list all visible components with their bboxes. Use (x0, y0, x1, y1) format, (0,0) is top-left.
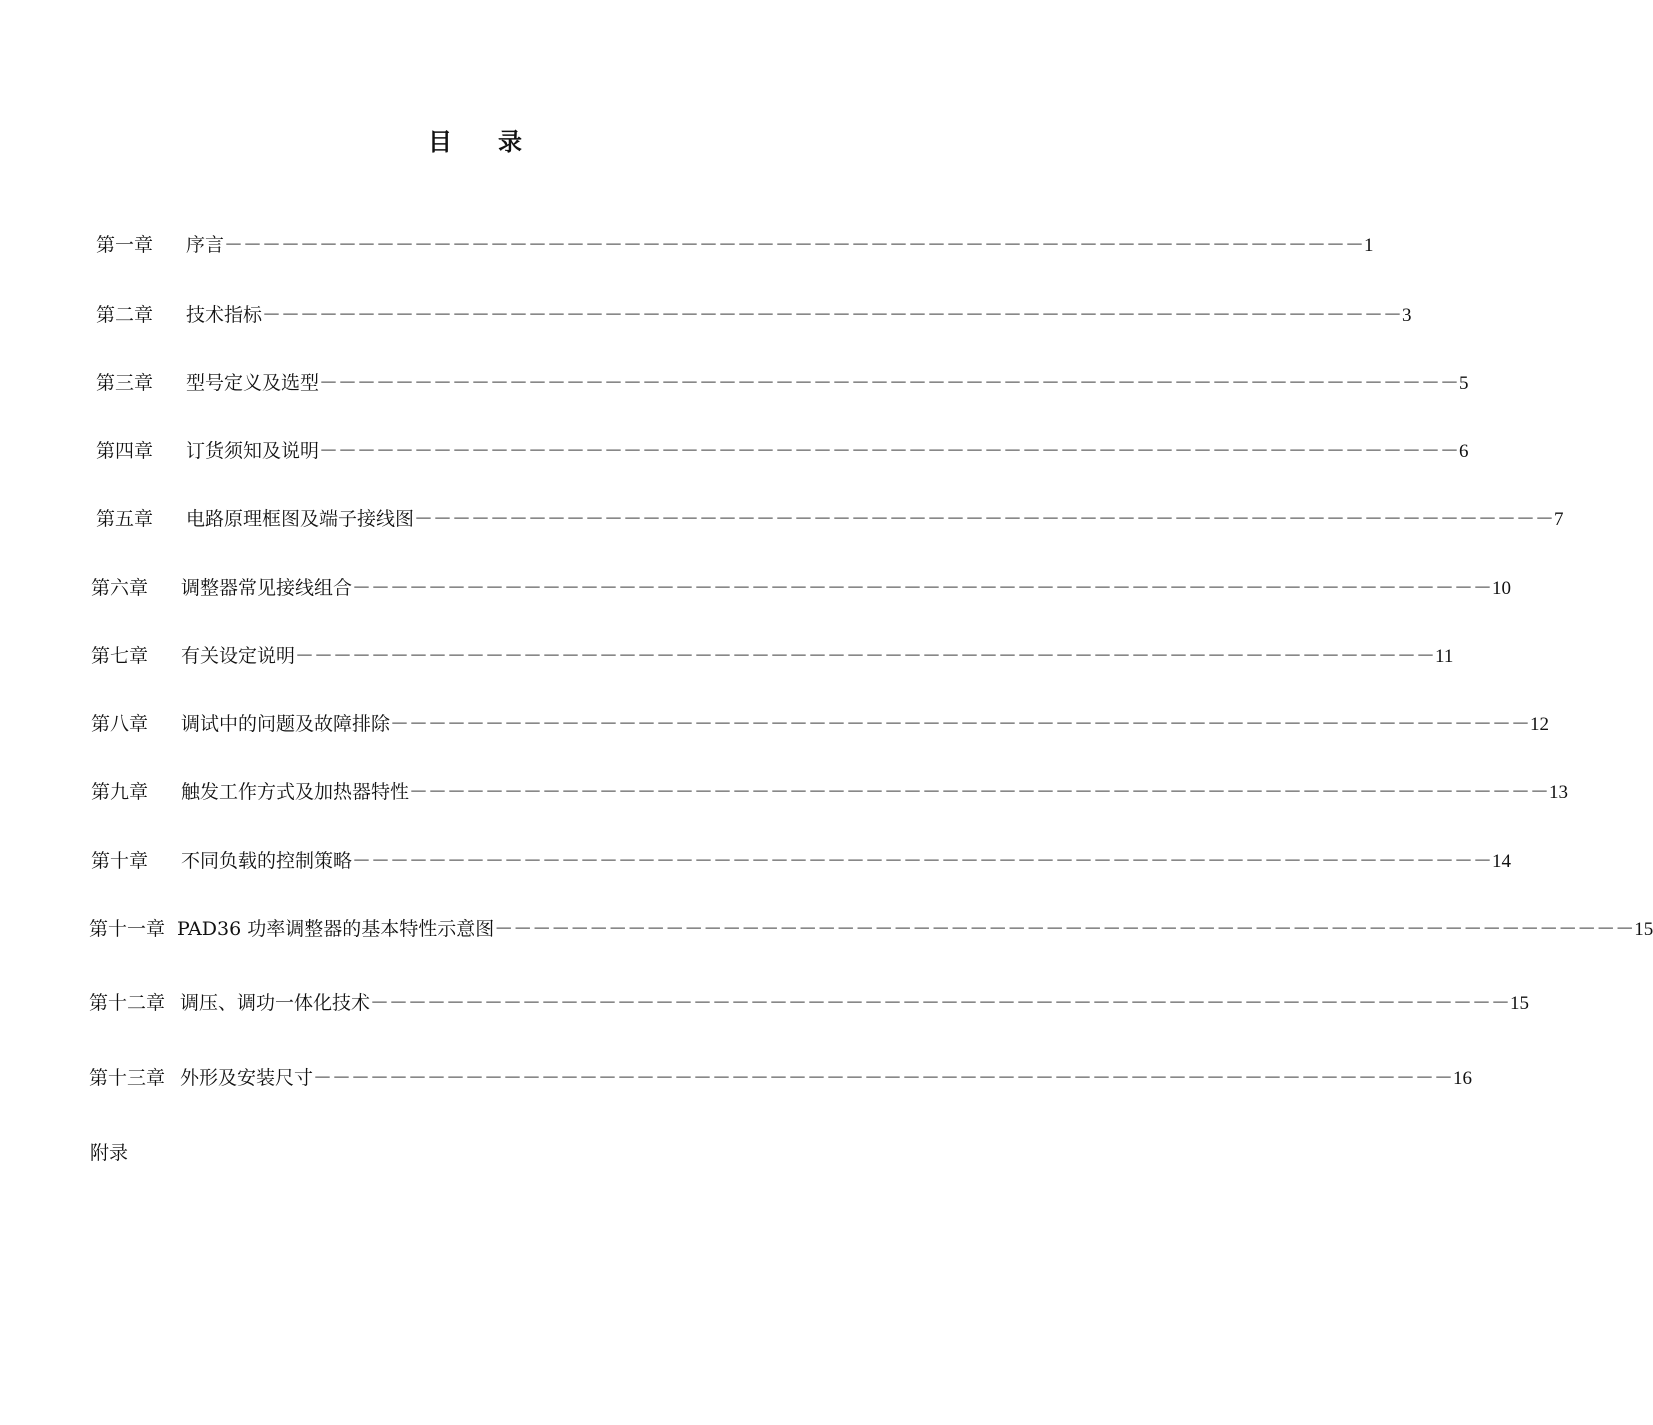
toc-chapter-label: 第三章 (96, 372, 154, 394)
toc-page-number: 7 (1554, 509, 1564, 530)
toc-chapter-label: 第九章 (91, 781, 149, 803)
toc-leader: －－－－－－－－－－－－－－－－－－－－－－－－－－－－－－－－－－－－－－－－－－－－－－－－－－－－－－－－－－－－ (352, 850, 1493, 872)
toc-leader: －－－－－－－－－－－－－－－－－－－－－－－－－－－－－－－－－－－－－－－－－－－－－－－－－－－－－－－－－－－－ (313, 1067, 1454, 1089)
toc-entry[interactable] (91, 643, 1454, 670)
toc-title: 电路原理框图及端子接线图 (186, 508, 415, 530)
toc-page-number: 14 (1492, 851, 1512, 872)
toc-title: 序言 (186, 234, 225, 256)
toc-title: 有关设定说明 (181, 645, 296, 667)
toc-title: 不同负载的控制策略 (181, 850, 353, 872)
toc-chapter-label: 第四章 (96, 440, 154, 462)
toc-chapter-label: 第二章 (96, 304, 154, 326)
toc-chapter-label: 第十一章 (89, 918, 166, 940)
toc-chapter-label: 第十章 (91, 850, 149, 872)
toc-page-number: 15 (1634, 919, 1653, 940)
toc-chapter-label: 第六章 (91, 577, 149, 599)
toc-leader: －－－－－－－－－－－－－－－－－－－－－－－－－－－－－－－－－－－－－－－－－－－－－－－－－－－－－－－－－－－－ (352, 577, 1493, 599)
toc-entry[interactable] (89, 916, 1653, 943)
toc-entry[interactable] (91, 779, 1569, 806)
toc-leader: －－－－－－－－－－－－－－－－－－－－－－－－－－－－－－－－－－－－－－－－－－－－－－－－－－－－－－－－－－－－ (319, 440, 1460, 462)
toc-page-number: 10 (1492, 578, 1512, 599)
toc-title: 外形及安装尺寸 (180, 1067, 314, 1089)
toc-chapter-label: 第一章 (96, 234, 154, 256)
toc-page-number: 12 (1530, 714, 1550, 735)
toc-leader: －－－－－－－－－－－－－－－－－－－－－－－－－－－－－－－－－－－－－－－－－－－－－－－－－－－－－－－－－－－－ (494, 918, 1635, 940)
toc-chapter-label: 第八章 (91, 713, 149, 735)
page-title (0, 122, 950, 157)
toc-title: 技术指标 (186, 304, 263, 326)
toc-leader: －－－－－－－－－－－－－－－－－－－－－－－－－－－－－－－－－－－－－－－－－－－－－－－－－－－－－－－－－－－－ (295, 645, 1436, 667)
toc-title: 调试中的问题及故障排除 (181, 713, 391, 735)
toc-page-number: 3 (1402, 305, 1412, 326)
toc-page-number: 15 (1510, 993, 1530, 1014)
toc-entry[interactable] (96, 370, 1469, 397)
toc-title: 型号定义及选型 (186, 372, 320, 394)
toc-entry[interactable] (91, 848, 1512, 875)
toc-entry[interactable] (96, 232, 1374, 259)
toc-leader: －－－－－－－－－－－－－－－－－－－－－－－－－－－－－－－－－－－－－－－－－－－－－－－－－－－－－－－－－－－－ (390, 713, 1531, 735)
toc-title: 调整器常见接线组合 (181, 577, 353, 599)
toc-leader: －－－－－－－－－－－－－－－－－－－－－－－－－－－－－－－－－－－－－－－－－－－－－－－－－－－－－－－－－－－－ (370, 992, 1511, 1014)
toc-entry[interactable] (96, 438, 1469, 465)
toc-entry[interactable] (89, 990, 1530, 1017)
toc-title: PAD36 功率调整器的基本特性示意图 (177, 918, 495, 940)
toc-title: 订货须知及说明 (186, 440, 320, 462)
toc-chapter-label: 第五章 (96, 508, 154, 530)
toc-entry[interactable] (89, 1065, 1473, 1092)
toc-chapter-label: 第十三章 (89, 1067, 166, 1089)
toc-leader: －－－－－－－－－－－－－－－－－－－－－－－－－－－－－－－－－－－－－－－－－－－－－－－－－－－－－－－－－－－－ (224, 234, 1365, 256)
toc-entry[interactable] (96, 506, 1564, 533)
toc-entry[interactable] (96, 302, 1412, 329)
toc-page-number: 5 (1459, 373, 1469, 394)
toc-page-number: 6 (1459, 441, 1469, 462)
toc-entry[interactable] (91, 575, 1512, 602)
title-char-1: 目 (428, 127, 452, 156)
toc-entry[interactable] (91, 711, 1550, 738)
toc-page-number: 13 (1549, 782, 1569, 803)
toc-page-number: 16 (1453, 1068, 1473, 1089)
toc-leader: －－－－－－－－－－－－－－－－－－－－－－－－－－－－－－－－－－－－－－－－－－－－－－－－－－－－－－－－－－－－ (409, 781, 1550, 803)
toc-chapter-label: 第七章 (91, 645, 149, 667)
toc-chapter-label: 第十二章 (89, 992, 166, 1014)
toc-page-number: 11 (1435, 646, 1454, 667)
title-char-2: 录 (498, 127, 522, 156)
toc-page-number: 1 (1364, 235, 1374, 256)
toc-title: 调压、调功一体化技术 (180, 992, 371, 1014)
appendix-label[interactable]: 附录 (90, 1142, 129, 1164)
toc-leader: －－－－－－－－－－－－－－－－－－－－－－－－－－－－－－－－－－－－－－－－－－－－－－－－－－－－－－－－－－－－ (414, 508, 1555, 530)
toc-leader: －－－－－－－－－－－－－－－－－－－－－－－－－－－－－－－－－－－－－－－－－－－－－－－－－－－－－－－－－－－－ (262, 304, 1403, 326)
toc-title: 触发工作方式及加热器特性 (181, 781, 410, 803)
toc-leader: －－－－－－－－－－－－－－－－－－－－－－－－－－－－－－－－－－－－－－－－－－－－－－－－－－－－－－－－－－－－ (319, 372, 1460, 394)
